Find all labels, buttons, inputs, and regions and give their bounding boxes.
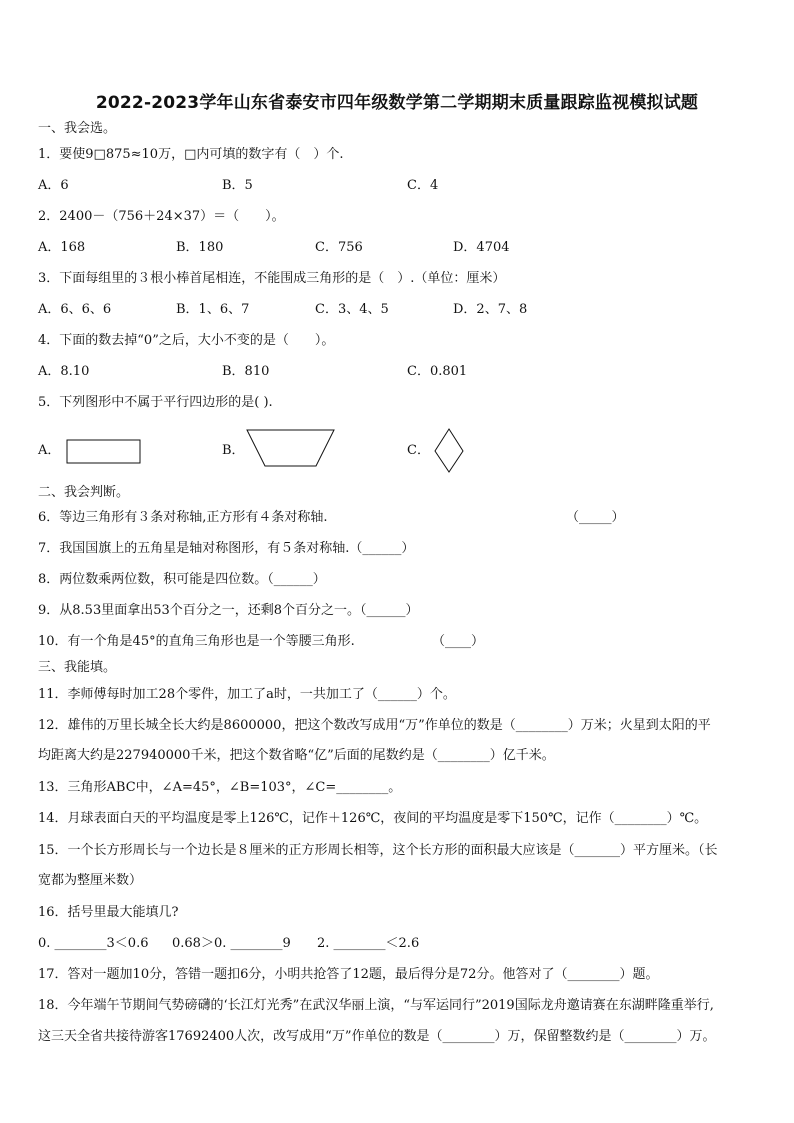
question-13: 13．三角形ABC中，∠A=45°，∠B=103°，∠C=________。 [38,780,402,795]
q3-option-b: B．1、6、7 [176,302,250,317]
question-1: 1．要使9□875≈10万，□内可填的数字有（ ）个. [38,147,344,162]
q1-option-c: C．4 [407,178,439,193]
q2-option-c: C．756 [315,240,363,255]
q2-option-d: D．4704 [453,240,510,255]
q2-option-b: B．180 [176,240,224,255]
section-heading-judge: 二、我会判断。 [38,485,130,500]
q10-answer-blank[interactable]: （____） [432,634,485,649]
section-heading-fill: 三、我能填。 [38,660,117,675]
question-15-line-2: 宽都为整厘米数） [38,873,143,888]
trapezoid-figure [246,429,336,469]
q3-option-a: A．6、6、6 [38,302,112,317]
question-12-line-2: 均距离大约是227940000千米，把这个数省略“亿”后面的尾数约是（________）亿千米。 [38,748,555,763]
question-9: 9．从8.53里面拿出53个百分之一，还剩8个百分之一。（______） [38,603,419,618]
q4-option-b: B．810 [222,364,270,379]
q5-option-c: C． [407,443,430,458]
question-3: 3．下面每组里的３根小棒首尾相连，不能围成三角形的是（ ）.（单位：厘米） [38,271,506,286]
question-18-line-1: 18．今年端午节期间气势磅礴的‘长江灯光秀”在武汉华丽上演，“与军运同行”2019国际龙舟邀请赛在东湖畔隆重举行, [38,998,714,1013]
q4-option-a: A．8.10 [38,364,90,379]
question-18-line-2: 这三天全省共接待游客17692400人次，改写成用“万”作单位的数是（________）万，保留整数约是（________）万。 [38,1029,716,1044]
question-17: 17．答对一题加10分，答错一题扣6分，小明共抢答了12题，最后得分是72分。他答对了（________）题。 [38,967,659,982]
rectangle-figure [66,439,142,465]
rhombus-figure [433,428,465,474]
q1-option-a: A．6 [38,178,69,193]
question-10: 10．有一个角是45°的直角三角形也是一个等腰三角形. [38,634,355,649]
section-heading-choose: 一、我会选。 [38,121,117,136]
q1-option-b: B．5 [222,178,253,193]
question-11: 11．李师傅每时加工28个零件，加工了a时，一共加工了（______）个。 [38,687,456,702]
question-14: 14．月球表面白天的平均温度是零上126℃，记作＋126℃，夜间的平均温度是零下150℃，记作（________）℃。 [38,811,708,826]
q6-answer-blank[interactable]: （_____） [566,510,625,525]
q16-item-a: 0. ________3＜0.6 [38,936,149,951]
q4-option-c: C．0.801 [407,364,468,379]
q16-item-b: 0.68＞0. ________9 [172,936,291,951]
q3-option-c: C．3、4、5 [315,302,389,317]
q16-item-c: 2. ________＜2.6 [317,936,420,951]
question-16: 16．括号里最大能填几? [38,905,179,920]
question-7: 7．我国国旗上的五角星是轴对称图形，有５条对称轴.（______） [38,541,415,556]
question-8: 8．两位数乘两位数，积可能是四位数。（______） [38,572,326,587]
question-15-line-1: 15．一个长方形周长与一个边长是８厘米的正方形周长相等，这个长方形的面积最大应该是（_______）平方厘米。（长 [38,843,718,858]
q3-option-d: D．2、7、8 [453,302,528,317]
question-12-line-1: 12．雄伟的万里长城全长大约是8600000，把这个数改写成用“万”作单位的数是（________）万米；火星到太阳的平 [38,718,711,733]
q5-option-b: B． [222,443,245,458]
q5-option-a: A． [38,443,61,458]
page-title: 2022-2023学年山东省泰安市四年级数学第二学期期末质量跟踪监视模拟试题 [95,93,699,113]
question-2: 2．2400－（756＋24×37）＝（ ）。 [38,209,285,224]
q2-option-a: A．168 [38,240,86,255]
question-6: 6．等边三角形有３条对称轴,正方形有４条对称轴. [38,510,328,525]
question-4: 4．下面的数去掉“0”之后，大小不变的是（ ）。 [38,333,335,348]
question-5: 5．下列图形中不属于平行四边形的是( ). [38,395,273,410]
